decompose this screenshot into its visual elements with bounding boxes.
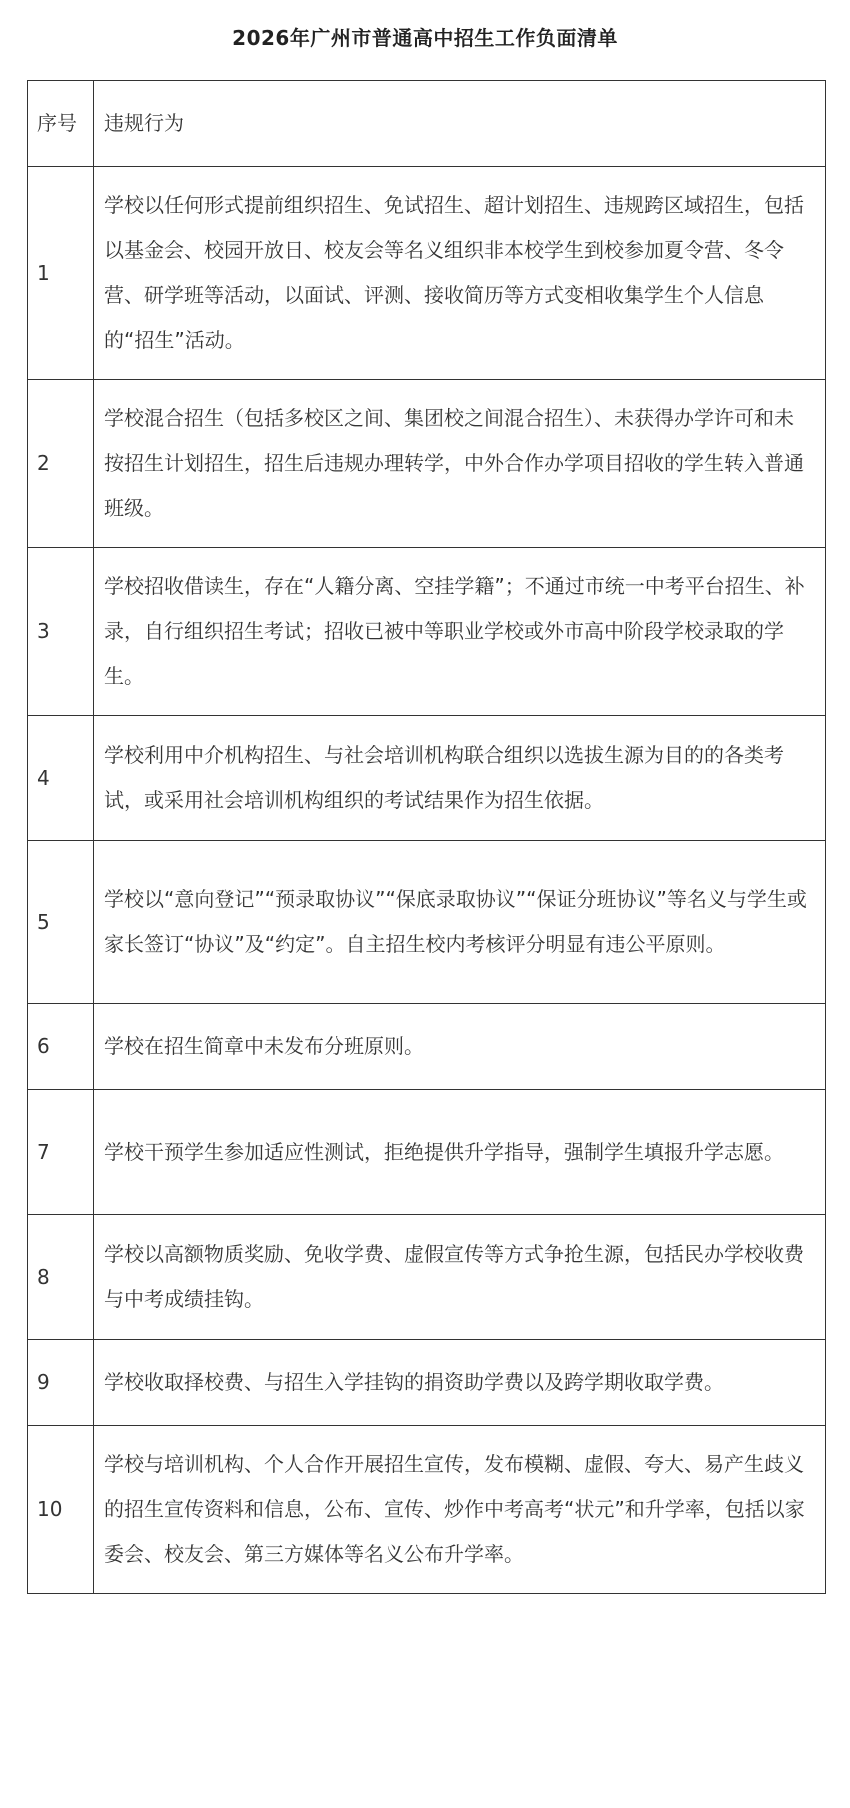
row-number: 10 (28, 1426, 94, 1594)
row-number: 5 (28, 841, 94, 1004)
header-cell-number: 序号 (28, 81, 94, 167)
row-violation-text: 学校干预学生参加适应性测试，拒绝提供升学指导，强制学生填报升学志愿。 (94, 1090, 826, 1215)
table-row (28, 167, 826, 380)
row-violation-text: 学校招收借读生，存在“人籍分离、空挂学籍”；不通过市统一中考平台招生、补录，自行组织招生考试；招收已被中等职业学校或外市高中阶段学校录取的学生。 (94, 548, 826, 716)
row-number: 7 (28, 1090, 94, 1215)
table-row (28, 380, 826, 548)
table-row (28, 1215, 826, 1340)
table-row (28, 841, 826, 1004)
row-violation-text: 学校在招生简章中未发布分班原则。 (94, 1004, 826, 1090)
row-number: 9 (28, 1340, 94, 1426)
row-violation-text: 学校混合招生（包括多校区之间、集团校之间混合招生）、未获得办学许可和未按招生计划招生，招生后违规办理转学，中外合作办学项目招收的学生转入普通班级。 (94, 380, 826, 548)
row-number: 8 (28, 1215, 94, 1340)
row-number: 4 (28, 716, 94, 841)
header-cell-violation: 违规行为 (94, 81, 826, 167)
negative-list-table (27, 80, 826, 1594)
row-number: 1 (28, 167, 94, 380)
table-row (28, 548, 826, 716)
row-violation-text: 学校以“意向登记”“预录取协议”“保底录取协议”“保证分班协议”等名义与学生或家长签订“协议”及“约定”。自主招生校内考核评分明显有违公平原则。 (94, 841, 826, 1004)
table-row (28, 1004, 826, 1090)
table-row (28, 1090, 826, 1215)
table-row (28, 1426, 826, 1594)
row-number: 3 (28, 548, 94, 716)
document-title: 2026年广州市普通高中招生工作负面清单 (232, 26, 618, 50)
table-row (28, 716, 826, 841)
row-violation-text: 学校利用中介机构招生、与社会培训机构联合组织以选拔生源为目的的各类考试，或采用社会培训机构组织的考试结果作为招生依据。 (94, 716, 826, 841)
table-row (28, 1340, 826, 1426)
row-violation-text: 学校与培训机构、个人合作开展招生宣传，发布模糊、虚假、夸大、易产生歧义的招生宣传资料和信息，公布、宣传、炒作中考高考“状元”和升学率，包括以家委会、校友会、第三方媒体等名义公布升学率。 (94, 1426, 826, 1594)
row-violation-text: 学校以高额物质奖励、免收学费、虚假宣传等方式争抢生源，包括民办学校收费与中考成绩挂钩。 (94, 1215, 826, 1340)
row-number: 6 (28, 1004, 94, 1090)
row-violation-text: 学校收取择校费、与招生入学挂钩的捐资助学费以及跨学期收取学费。 (94, 1340, 826, 1426)
row-violation-text: 学校以任何形式提前组织招生、免试招生、超计划招生、违规跨区域招生，包括以基金会、校园开放日、校友会等名义组织非本校学生到校参加夏令营、冬令营、研学班等活动，以面试、评测、接收简历等方式变相收集学生个人信息的“招生”活动。 (94, 167, 826, 380)
row-number: 2 (28, 380, 94, 548)
table-header-row (28, 81, 826, 167)
